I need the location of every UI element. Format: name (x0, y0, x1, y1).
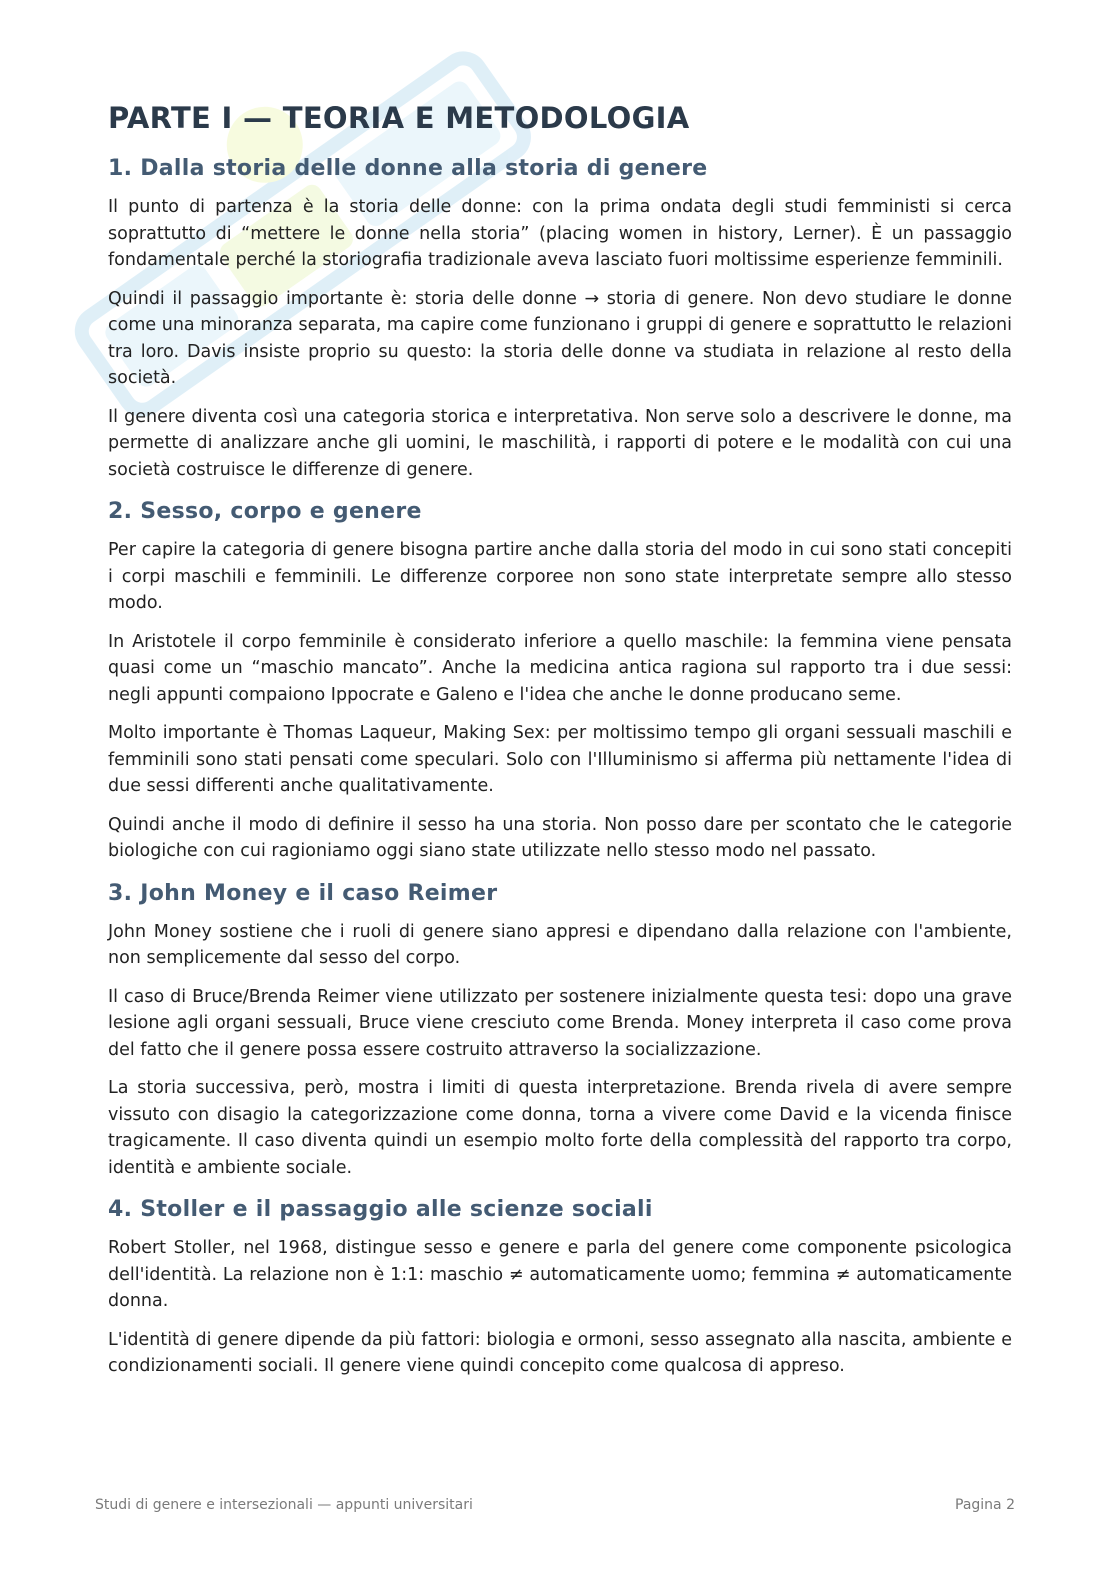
page-heading: PARTE I — TEORIA E METODOLOGIA (108, 101, 690, 135)
paragraph: Quindi il passaggio importante è: storia delle donne → storia di genere. Non devo studiare le donne come una minoranza separata, ma capire come funzionano i gruppi di genere e soprattutto le relazioni tra loro. Davis insiste proprio su questo: la storia delle donne va studiata in relazione al resto della società. (108, 288, 1012, 388)
section-1 (108, 154, 1012, 483)
paragraph: In Aristotele il corpo femminile è considerato inferiore a quello maschile: la femmina viene pensata quasi come un “maschio mancato”. Anche la medicina antica ragiona sul rapporto tra i due sessi: negli appunti compaiono Ippocrate e Galeno e l'idea che anche le donne producano seme. (108, 631, 1012, 705)
section-title: 1. Dalla storia delle donne alla storia di genere (108, 156, 708, 181)
section-title: 4. Stoller e il passaggio alle scienze sociali (108, 1197, 653, 1222)
paragraph: Il genere diventa così una categoria storica e interpretativa. Non serve solo a descrivere le donne, ma permette di analizzare anche gli uomini, le maschilità, i rapporti di potere e le modalità con cui una società costruisce le differenze di genere. (108, 406, 1012, 480)
section-4 (108, 1195, 1012, 1380)
paragraph: Il punto di partenza è la storia delle donne: con la prima ondata degli studi femministi si cerca soprattutto di “mettere le donne nella storia” (placing women in history, Lerner). È un passaggio fondamentale perché la storiografia tradizionale aveva lasciato fuori moltissime esperienze femminili. (108, 197, 1012, 270)
section-2 (108, 497, 1012, 865)
paragraph: L'identità di genere dipende da più fattori: biologia e ormoni, sesso assegnato alla nascita, ambiente e condizionamenti sociali. Il genere viene quindi concepito come qualcosa di appreso. (108, 1329, 1012, 1376)
paragraph: Quindi anche il modo di definire il sesso ha una storia. Non posso dare per scontato che le categorie biologiche con cui ragioniamo oggi siano state utilizzate nello stesso modo nel passato. (108, 814, 1012, 861)
paragraph: Per capire la categoria di genere bisogna partire anche dalla storia del modo in cui sono stati concepiti i corpi maschili e femminili. Le differenze corporee non sono state interpretate sempre allo stesso modo. (108, 540, 1012, 613)
page-content (108, 98, 1012, 1394)
paragraph: La storia successiva, però, mostra i limiti di questa interpretazione. Brenda rivela di avere sempre vissuto con disagio la categorizzazione come donna, torna a vivere come David e la vicenda finisce tragicamente. Il caso diventa quindi un esempio molto forte della complessità del rapporto tra corpo, identità e ambiente sociale. (108, 1078, 1012, 1178)
section-3 (108, 879, 1012, 1182)
footer-title: Studi di genere e intersezionali — appunti universitari (95, 1497, 473, 1513)
paragraph: Il caso di Bruce/Brenda Reimer viene utilizzato per sostenere inizialmente questa tesi: dopo una grave lesione agli organi sessuali, Bruce viene cresciuto come Brenda. Money interpreta il caso come prova del fatto che il genere possa essere costruito attraverso la socializzazione. (108, 986, 1012, 1060)
section-title: 3. John Money e il caso Reimer (108, 880, 498, 906)
paragraph: Robert Stoller, nel 1968, distingue sesso e genere e parla del genere come componente psicologica dell'identità. La relazione non è 1:1: maschio ≠ automaticamente uomo; femmina ≠ automaticamente donna. (108, 1238, 1012, 1311)
paragraph: John Money sostiene che i ruoli di genere siano appresi e dipendano dalla relazione con l'ambiente, non semplicemente dal sesso del corpo. (108, 921, 1012, 968)
section-title: 2. Sesso, corpo e genere (108, 499, 422, 524)
page-number: Pagina 2 (955, 1497, 1015, 1513)
paragraph: Molto importante è Thomas Laqueur, Making Sex: per moltissimo tempo gli organi sessuali maschili e femminili sono stati pensati come speculari. Solo con l'Illuminismo si afferma più nettamente l'idea di due sessi differenti anche qualitativamente. (108, 723, 1012, 796)
